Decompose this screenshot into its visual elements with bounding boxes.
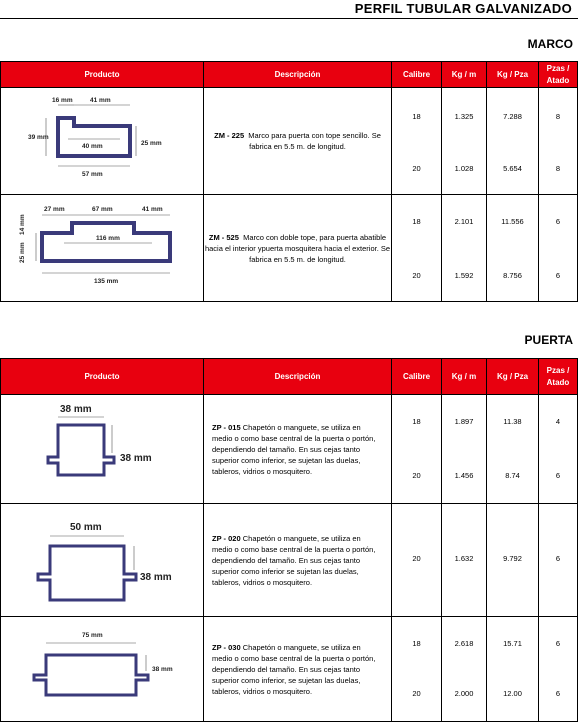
- profile-drawing-zm225: [1, 88, 204, 195]
- description-zm225: [204, 88, 392, 195]
- product-description: Chapetón o manguete, se utiliza en medio o como base central de la puerta o portón, dependiendo del tamaño. En sus cejas tanto superior como inferior se sujetan las duelas, tableros, vidrios o mosquitero.: [212, 533, 376, 587]
- calibre-cell: [392, 195, 442, 302]
- pzas-value: 6: [555, 271, 561, 280]
- dim-label: 38 mm: [139, 572, 172, 583]
- page-title: PERFIL TUBULAR GALVANIZADO: [354, 1, 572, 16]
- kgpza-value: 7.288: [503, 112, 522, 121]
- kgpza-cell: [487, 504, 539, 617]
- kgm-value: 2.618: [454, 639, 474, 648]
- header-calibre: Calibre: [392, 359, 442, 395]
- kgm-value: 1.897: [454, 417, 474, 426]
- table-row: [1, 88, 578, 195]
- product-code: ZP - 020: [212, 533, 241, 543]
- pzas-cell: [539, 617, 578, 722]
- description-zp030: [204, 617, 392, 722]
- pzas-cell: [539, 195, 578, 302]
- pzas-cell: [539, 504, 578, 617]
- header-kg-m: Kg / m: [442, 359, 487, 395]
- marco-header-row: [1, 62, 578, 88]
- kgm-cell: [442, 617, 487, 722]
- dim-label: 50 mm: [69, 522, 102, 533]
- table-row: [1, 504, 578, 617]
- kgpza-value: 8.756: [503, 271, 522, 280]
- kgpza-value: 8.74: [505, 471, 520, 480]
- zp030-profile-diagram: [2, 617, 203, 719]
- zm525-profile-diagram: [2, 195, 203, 299]
- profile-drawing-zp015: [1, 395, 204, 504]
- dim-label: 75 mm: [81, 632, 103, 639]
- pzas-value: 6: [555, 471, 561, 480]
- kgpza-value: 12.00: [503, 689, 522, 698]
- pzas-value: 6: [555, 554, 561, 563]
- header-kg-pza: Kg / Pza: [487, 62, 539, 88]
- dim-label: 39 mm: [27, 134, 49, 141]
- kgpza-cell: [487, 395, 539, 504]
- product-code: ZP - 015: [212, 422, 241, 432]
- kgpza-value: 11.556: [501, 217, 524, 226]
- product-code: ZM - 225: [214, 131, 245, 140]
- calibre-cell: [392, 395, 442, 504]
- header-kg-m: Kg / m: [442, 62, 487, 88]
- calibre-value: 18: [412, 112, 421, 121]
- profile-drawing-zp020: [1, 504, 204, 617]
- calibre-value: 20: [412, 689, 421, 698]
- pzas-value: 6: [555, 217, 561, 226]
- pzas-cell: [539, 395, 578, 504]
- header-calibre: Calibre: [392, 62, 442, 88]
- kgpza-cell: [487, 617, 539, 722]
- dim-label: 38 mm: [151, 666, 173, 673]
- product-description: Marco para puerta con tope sencillo. Se fabrica en 5.5 m. de longitud.: [248, 131, 381, 151]
- kgm-value: 1.632: [454, 554, 474, 563]
- kgm-value: 2.000: [454, 689, 474, 698]
- kgm-value: 2.101: [454, 217, 474, 226]
- dim-label: 40 mm: [81, 143, 103, 150]
- kgm-cell: [442, 88, 487, 195]
- zm225-profile-diagram: [2, 88, 203, 192]
- profile-drawing-zp030: [1, 617, 204, 722]
- profile-drawing-zm525: [1, 195, 204, 302]
- kgm-cell: [442, 195, 487, 302]
- calibre-value: 20: [412, 164, 421, 173]
- puerta-header-row: [1, 359, 578, 395]
- calibre-value: 18: [412, 217, 421, 226]
- dim-label: 25 mm: [18, 242, 26, 263]
- calibre-value: 20: [412, 271, 421, 280]
- header-producto: Producto: [1, 359, 204, 395]
- kgm-value: 1.028: [454, 164, 474, 173]
- description-zp015: [204, 395, 392, 504]
- calibre-value: 18: [412, 639, 421, 648]
- header-producto: Producto: [1, 62, 204, 88]
- kgm-value: 1.592: [454, 271, 474, 280]
- dim-label: 25 mm: [140, 140, 162, 147]
- calibre-value: 20: [412, 554, 421, 563]
- product-description: Chapetón o manguete, se utiliza en medio o como base central de la puerta o portón, dependiendo del tamaño. En sus cejas tanto superior como inferior, se sujetan las duelas, tableros, vidrios o mosquitero.: [212, 642, 376, 696]
- pzas-value: 6: [555, 639, 561, 648]
- header-kg-pza: Kg / Pza: [487, 359, 539, 395]
- pzas-value: 8: [555, 112, 561, 121]
- table-row: [1, 395, 578, 504]
- kgpza-value: 5.654: [503, 164, 522, 173]
- kgpza-value: 11.38: [503, 417, 522, 426]
- pzas-value: 8: [555, 164, 561, 173]
- puerta-table: [0, 358, 578, 722]
- header-pzas-atado: Pzas / Atado: [539, 359, 578, 395]
- section-title-marco: MARCO: [527, 37, 573, 51]
- kgpza-cell: [487, 88, 539, 195]
- dim-label: 41 mm: [89, 97, 111, 104]
- calibre-cell: [392, 617, 442, 722]
- section-title-puerta: PUERTA: [524, 333, 573, 347]
- kgm-cell: [442, 395, 487, 504]
- pzas-cell: [539, 88, 578, 195]
- dim-label: 27 mm: [43, 206, 65, 213]
- calibre-cell: [392, 88, 442, 195]
- marco-table: [0, 61, 578, 302]
- calibre-value: 18: [412, 417, 421, 426]
- header-descripcion: Descripción: [204, 359, 392, 395]
- description-zm525: [204, 195, 392, 302]
- dim-label: 116 mm: [95, 235, 120, 242]
- dim-label: 14 mm: [18, 214, 26, 235]
- kgm-cell: [442, 504, 487, 617]
- zp015-profile-diagram: [2, 395, 203, 501]
- dim-label: 57 mm: [81, 171, 103, 178]
- table-row: [1, 617, 578, 722]
- kgpza-cell: [487, 195, 539, 302]
- kgm-value: 1.325: [454, 112, 474, 121]
- title-bar: [0, 0, 578, 19]
- calibre-value: 20: [412, 471, 421, 480]
- kgm-value: 1.456: [454, 471, 474, 480]
- product-code: ZP - 030: [212, 642, 241, 652]
- dim-label: 41 mm: [141, 206, 163, 213]
- pzas-value: 4: [555, 417, 561, 426]
- dim-label: 38 mm: [119, 453, 152, 464]
- product-description: Chapetón o manguete, se utiliza en medio o como base central de la puerta o portón, dependiendo del tamaño. En sus cejas tanto superior como inferior, se sujetan las duelas, tableros, vidrios o mosquitero.: [212, 422, 376, 476]
- header-pzas-atado: Pzas / Atado: [539, 62, 578, 88]
- product-code: ZM - 525: [208, 232, 239, 242]
- dim-label: 16 mm: [51, 97, 73, 104]
- header-descripcion: Descripción: [204, 62, 392, 88]
- dim-label: 38 mm: [59, 404, 92, 415]
- calibre-cell: [392, 504, 442, 617]
- zp020-profile-diagram: [2, 504, 203, 614]
- kgpza-value: 9.792: [503, 554, 522, 563]
- pzas-value: 6: [555, 689, 561, 698]
- table-row: [1, 195, 578, 302]
- product-description: Marco con doble tope, para puerta abatible hacia el interior ypuerta mosquitera hacia el exterior. Se fabrica en 5.5 m. de longitud.: [204, 232, 391, 264]
- description-zp020: [204, 504, 392, 617]
- dim-label: 135 mm: [93, 278, 118, 285]
- dim-label: 67 mm: [91, 206, 113, 213]
- kgpza-value: 15.71: [503, 639, 522, 648]
